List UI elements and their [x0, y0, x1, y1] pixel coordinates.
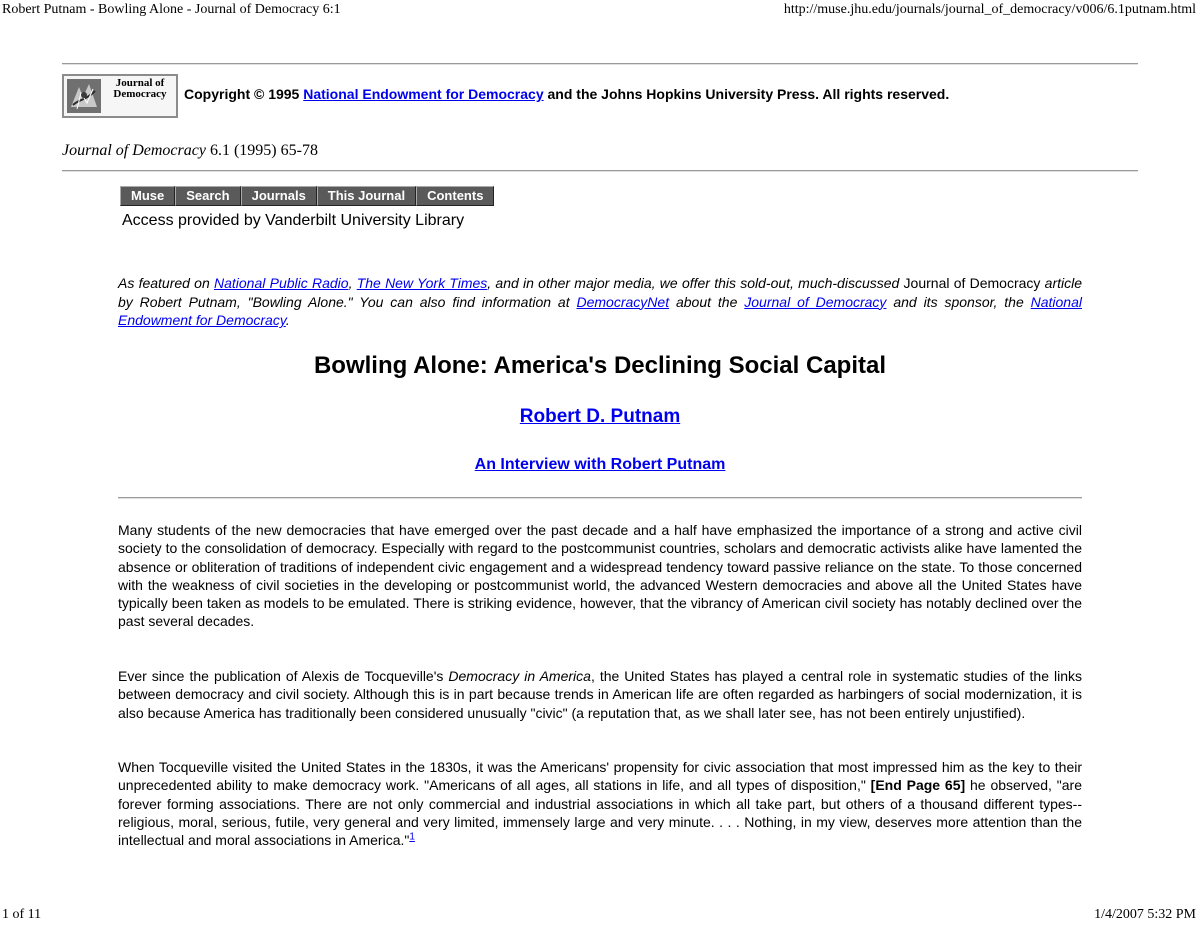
nav-muse-button[interactable]: Muse	[120, 186, 175, 206]
npr-link[interactable]: National Public Radio	[214, 275, 349, 291]
interview-wrapper	[0, 456, 1200, 474]
journal-logo	[62, 74, 178, 118]
print-header	[0, 0, 1200, 22]
print-header-title: Robert Putnam - Bowling Alone - Journal of Democracy 6:1	[2, 2, 341, 17]
print-footer	[0, 905, 1200, 927]
print-page-number: 1 of 11	[2, 907, 42, 922]
logo-text: Journal of Democracy	[113, 77, 167, 100]
article-rule	[118, 497, 1082, 499]
citation-details: 6.1 (1995) 65-78	[205, 142, 318, 159]
nav-journals-button[interactable]: Journals	[241, 186, 317, 206]
citation	[62, 142, 318, 160]
author-link[interactable]: Robert D. Putnam	[519, 406, 681, 427]
jod-link[interactable]: Journal of Democracy	[744, 293, 887, 310]
citation-rule	[62, 170, 1138, 172]
citation-journal: Journal of Democracy	[62, 142, 206, 159]
page-marker: [End Page 65]	[870, 777, 966, 794]
print-header-url: http://muse.jhu.edu/journals/journal_of_democracy/v006/6.1putnam.html	[783, 2, 1196, 17]
copyright-notice: Copyright © 1995 National Endowment for Democracy and the Johns Hopkins University Press. All rights reserved.	[184, 86, 950, 102]
democracynet-link[interactable]: DemocracyNet	[576, 293, 670, 310]
ned-sponsor-link[interactable]: National Endowment for Democracy	[118, 293, 1082, 328]
nav-contents-button[interactable]: Contents	[416, 186, 494, 206]
muse-navbar	[120, 186, 494, 206]
paragraph-1: Many students of the new democracies that have emerged over the past decade and a half have emphasized the importance of a strong and active civil society to the consolidation of democracy. Especially with regard to the postcommunist countries, scholars and democratic activists alike have lamented the absence or obliteration of traditions of independent civic engagement and a widespread tendency toward passive reliance on the state. To those concerned with the weakness of civil societies in the developing or postcommunist world, the advanced Western democracies and above all the United States have typically been taken as models to be emulated. There is striking evidence, however, that the vibrancy of American civil society has notably declined over the past several decades.	[118, 522, 1082, 630]
nav-search-button[interactable]: Search	[175, 186, 240, 206]
journal-name: Journal of Democracy	[903, 275, 1041, 291]
paragraph-3: When Tocqueville visited the United States in the 1830s, it was the Americans' propensity for civic association that most impressed him as the key to their unprecedented ability to make democracy work. "Americans of all ages, all stations in life, and all types of disposition," [End Page 65] he observed, "are forever forming associations. There are not only commercial and industrial associations in which all take part, but others of a thousand different types--religious, moral, serious, futile, very general and very limited, immensely large and very minute. . . . Nothing, in my view, deserves more attention than the intellectual and moral associations in America."$^1$	[118, 759, 1082, 849]
footnote-1-link[interactable]: 1	[409, 831, 415, 843]
author-wrapper	[0, 406, 1200, 428]
logo-emblem-icon	[67, 79, 101, 113]
article-title: Bowling Alone: America's Declining Social Capital	[313, 352, 887, 379]
featured-note: As featured on National Public Radio, The New York Times, and in other major media, we offer this sold-out, much-discussed Journal of Democracy article by Robert Putnam, "Bowling Alone." You can also find information at DemocracyNet about the Journal of Democracy and its sponsor, the National Endowment for Democracy.	[118, 275, 1083, 328]
nyt-link[interactable]: The New York Times	[356, 275, 488, 291]
access-notice: Access provided by Vanderbilt University Library	[122, 212, 465, 229]
interview-link[interactable]: An Interview with Robert Putnam	[474, 456, 726, 473]
top-rule	[62, 63, 1138, 65]
book-title: Democracy in America	[448, 668, 591, 684]
ned-link[interactable]: National Endowment for Democracy	[303, 86, 544, 102]
print-datetime: 1/4/2007 5:32 PM	[1094, 907, 1196, 922]
nav-this-journal-button[interactable]: This Journal	[317, 186, 416, 206]
paragraph-2: Ever since the publication of Alexis de Tocqueville's Democracy in America, the United States has played a central role in systematic studies of the links between democracy and civil society. Although this is in part because trends in American life are often regarded as harbingers of social modernization, it is also because America has traditionally been considered unusually "civic" (a reputation that, as we shall later see, has not been entirely unjustified).	[118, 668, 1082, 721]
